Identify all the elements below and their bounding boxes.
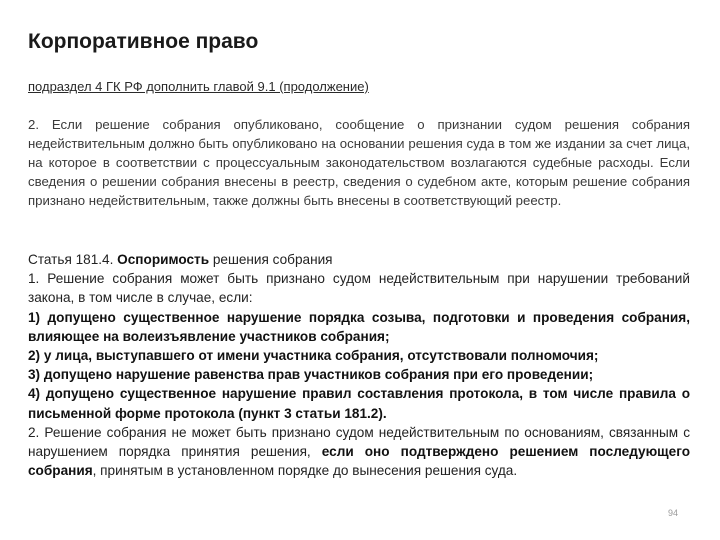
slide-title: Корпоративное право — [28, 30, 259, 53]
article-prefix: Статья 181.4. — [28, 252, 118, 267]
clause-2 — [28, 423, 690, 481]
list-item-3: 3) допущено нарушение равенства прав участников собрания при его проведении; — [28, 367, 594, 383]
clause-2-part-a: 2. Решение собрания не может быть признано судом недействительным по основаниям, связанным с нарушением порядка принятия решения, — [28, 424, 690, 460]
list-item-2: 2) у лица, выступавшего от имени участника собрания, отсутствовали полномочия; — [28, 348, 599, 364]
page-number: 94 — [667, 508, 678, 518]
slide-subtitle: подраздел 4 ГК РФ дополнить главой 9.1 (продолжение) — [28, 79, 369, 94]
paragraph-2: 2. Если решение собрания опубликовано, сообщение о признании судом решения собрания недействительным должно быть опубликовано на основании решения суда в том же издании за счет лица, на которое в соответствии с процессуальным законодательством возлагаются судебные расходы. Если сведения о решении собрания внесены в реестр, сведения о судебном акте, которым решение собрания признано недействительным, также должны быть внесены в соответствующий реестр. — [28, 117, 690, 208]
clause-2-bold: если оно подтверждено решением последующего собрания — [28, 444, 690, 479]
article-bold-word: Оспоримость — [117, 252, 210, 267]
article-section — [28, 250, 690, 480]
article-suffix: решения собрания — [209, 252, 333, 267]
clause-1: 1. Решение собрания может быть признано судом недействительным при нарушении требований закона, в том числе в случае, если: — [28, 271, 690, 306]
clause-2-part-b: , принятым в установленном порядке до вынесения решения суда. — [92, 463, 518, 479]
article-heading — [28, 250, 690, 269]
list-item-4: 4) допущено существенное нарушение правил составления протокола, в том числе правила о письменной форме протокола (пункт 3 статьи 181.2). — [28, 386, 690, 421]
list-item-1: 1) допущено существенное нарушение порядка созыва, подготовки и проведения собрания, влияющее на волеизъявление участников собрания; — [28, 309, 690, 344]
